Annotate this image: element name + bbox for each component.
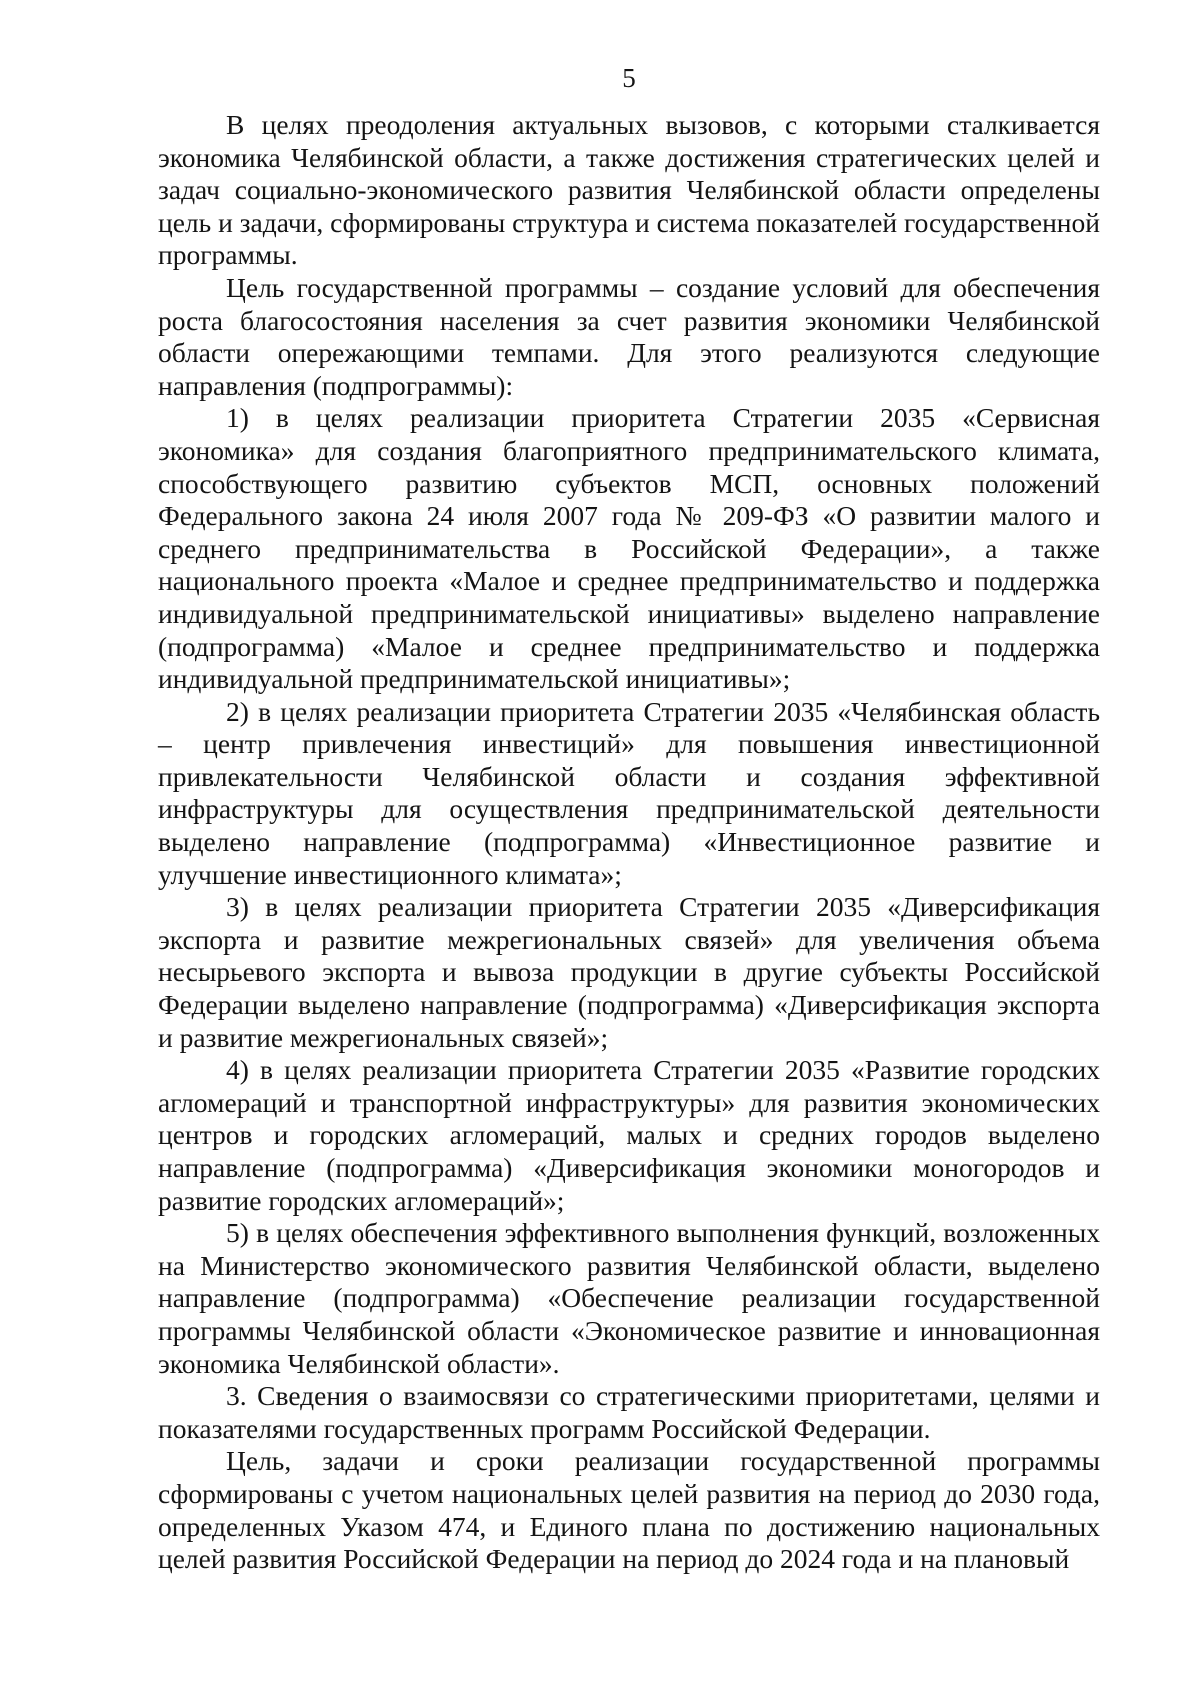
- list-item-1: 1) в целях реализации приоритета Стратегии 2035 «Сервисная экономика» для создания благоприятного предпринимательского климата, способствующего развитию субъектов МСП, основных положений Федерального закона 24 июля 2007 года № 209-ФЗ «О развитии малого и среднего предпринимательства в Российской Федерации», а также национального проекта «Малое и среднее предпринимательство и поддержка индивидуальной предпринимательской инициативы» выделено направление (подпрограмма) «Малое и среднее предпринимательство и поддержка индивидуальной предпринимательской инициативы»;: [158, 402, 1100, 695]
- paragraph-program-goal: Цель государственной программы – создание условий для обеспечения роста благосостояния населения за счет развития экономики Челябинской области опережающими темпами. Для этого реализуются следующие направления (подпрограммы):: [158, 271, 1100, 401]
- page-number: 5: [622, 63, 636, 93]
- list-item-2: 2) в целях реализации приоритета Стратегии 2035 «Челябинская область – центр привлечения инвестиций» для повышения инвестиционной привлекательности Челябинской области и создания эффективной инфраструктуры для осуществления предпринимательской деятельности выделено направление (подпрограмма) «Инвестиционное развитие и улучшение инвестиционного климата»;: [158, 695, 1100, 890]
- paragraph-intro: В целях преодоления актуальных вызовов, с которыми сталкивается экономика Челябинской области, а также достижения стратегических целей и задач социально-экономического развития Челябинской области определены цель и задачи, сформированы структура и система показателей государственной программы.: [158, 109, 1100, 271]
- list-item-3: 3) в целях реализации приоритета Стратегии 2035 «Диверсификация экспорта и развитие межрегиональных связей» для увеличения объема несырьевого экспорта и вывоза продукции в другие субъекты Российской Федерации выделено направление (подпрограмма) «Диверсификация экспорта и развитие межрегиональных связей»;: [158, 891, 1100, 1053]
- list-item-4: 4) в целях реализации приоритета Стратегии 2035 «Развитие городских агломераций и транспортной инфраструктуры» для развития экономических центров и городских агломераций, малых и средних городов выделено направление (подпрограмма) «Диверсификация экономики моногородов и развитие городских агломераций»;: [158, 1054, 1100, 1216]
- list-item-5: 5) в целях обеспечения эффективного выполнения функций, возложенных на Министерство экономического развития Челябинской области, выделено направление (подпрограмма) «Обеспечение реализации государственной программы Челябинской области «Экономическое развитие и инновационная экономика Челябинской области».: [158, 1217, 1100, 1379]
- document-page: [158, 62, 1100, 1576]
- paragraph-last: Цель, задачи и сроки реализации государственной программы сформированы с учетом национальных целей развития на период до 2030 года, определенных Указом 474, и Единого плана по достижению национальных целей развития Российской Федерации на период до 2024 года и на плановый: [158, 1445, 1100, 1575]
- section-heading-3: 3. Сведения о взаимосвязи со стратегическими приоритетами, целями и показателями государственных программ Российской Федерации.: [158, 1380, 1100, 1444]
